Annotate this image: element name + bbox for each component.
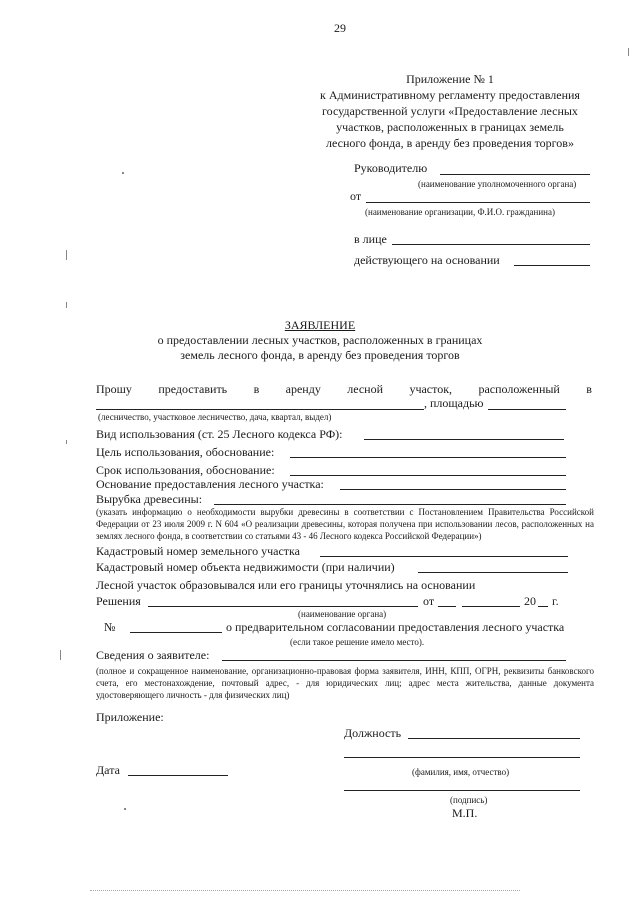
date-field-line[interactable] <box>128 775 228 776</box>
decision-field-line[interactable] <box>148 606 418 607</box>
applicant-label: Сведения о заявителе: <box>96 648 210 662</box>
appendix-line: лесного фонда, в аренду без проведения торгов» <box>326 136 574 150</box>
preliminary-number-label: № <box>104 620 116 634</box>
person-label: в лице <box>354 232 387 246</box>
request-word: предоставить <box>158 382 228 396</box>
statement-title: ЗАЯВЛЕНИЕ <box>284 318 356 332</box>
preliminary-caption: (если такое решение имело место). <box>290 637 425 647</box>
usage-purpose-label: Цель использования, обоснование: <box>96 445 275 459</box>
request-word: расположенный <box>478 382 560 396</box>
person-field-line[interactable] <box>392 244 590 245</box>
from-caption: (наименование организации, Ф.И.О. гражданина) <box>365 207 555 217</box>
request-line <box>96 382 592 397</box>
scan-speck <box>66 302 67 308</box>
request-word: участок, <box>409 382 453 396</box>
decision-from-label: от <box>423 594 435 608</box>
cadastral-estate-field-line[interactable] <box>418 572 568 573</box>
date-label: Дата <box>96 763 120 777</box>
timber-harvest-field-line[interactable] <box>214 504 566 505</box>
formation-text: Лесной участок образовывался или его границы уточнялись на основании <box>96 578 476 592</box>
preliminary-number-field-line[interactable] <box>130 632 222 633</box>
appendix-line: к Административному регламенту предоставления <box>320 88 580 102</box>
head-caption: (наименование уполномоченного органа) <box>418 179 577 189</box>
attachment-label: Приложение: <box>96 710 164 724</box>
basis-label: действующего на основании <box>354 253 500 267</box>
usage-term-field-line[interactable] <box>290 475 566 476</box>
from-field-line[interactable] <box>366 202 590 203</box>
location-field-line[interactable] <box>96 409 424 410</box>
provision-basis-field-line[interactable] <box>340 489 566 490</box>
position-field-line[interactable] <box>408 738 580 739</box>
decision-year-label: 20 <box>524 594 536 608</box>
decision-year-suffix: г. <box>552 594 559 608</box>
scan-speck <box>66 250 67 260</box>
appendix-line: государственной услуги «Предоставление лесных <box>322 104 578 118</box>
applicant-note: (полное и сокращенное наименование, организационно-правовая форма заявителя, ИНН, КПП, ОГРН, реквизиты банковского счета, его местонахождение, почтовый адрес, - для юридических лиц; адрес места жительства, данные документа удостоверяющего личность - для физических лиц) <box>96 666 594 700</box>
decision-month-field-line[interactable] <box>462 606 520 607</box>
from-label: от <box>350 189 362 203</box>
scan-bottom-edge <box>90 890 520 891</box>
timber-harvest-label: Вырубка древесины: <box>96 492 203 506</box>
cadastral-land-label: Кадастровый номер земельного участка <box>96 544 300 558</box>
request-word: аренду <box>285 382 321 396</box>
request-word: в <box>253 382 260 396</box>
request-word: лесной <box>347 382 384 396</box>
timber-note: (указать информацию о необходимости вырубки древесины в соответствии с Постановлением Правительства Российской Федерации от 23 июля 2009 г. N 604 «О реализации древесины, которая получена при использовании лесов, расположенных на землях лесного фонда, в соответствии со статьями 43 - 46 Лесного кодекса Российской Федерации») <box>96 507 594 541</box>
stamp-label: М.П. <box>452 806 478 820</box>
head-field-line[interactable] <box>440 174 590 175</box>
name-caption: (фамилия, имя, отчество) <box>412 767 510 777</box>
page-number: 29 <box>334 21 346 35</box>
name-field-line[interactable] <box>344 757 580 758</box>
statement-subtitle: о предоставлении лесных участков, расположенных в границах <box>157 333 483 347</box>
usage-type-field-line[interactable] <box>364 439 564 440</box>
appendix-line: участков, расположенных в границах земель <box>336 120 564 134</box>
statement-heading <box>140 318 500 363</box>
usage-type-label: Вид использования (ст. 25 Лесного кодекса РФ): <box>96 427 343 441</box>
head-label: Руководителю <box>354 161 428 175</box>
appendix-title: Приложение № 1 <box>406 72 494 86</box>
request-word: в <box>586 382 592 396</box>
cadastral-estate-label: Кадастровый номер объекта недвижимости (при наличии) <box>96 560 395 574</box>
decision-body-caption: (наименование органа) <box>298 609 387 619</box>
usage-term-label: Срок использования, обоснование: <box>96 463 275 477</box>
statement-subtitle: земель лесного фонда, в аренду без проведения торгов <box>180 348 460 362</box>
basis-field-line[interactable] <box>514 265 590 266</box>
scan-speck <box>122 172 124 174</box>
scan-speck <box>60 650 61 660</box>
location-caption: (лесничество, участковое лесничество, дача, квартал, выдел) <box>98 412 332 422</box>
sign-field-line[interactable] <box>344 790 580 791</box>
scan-speck <box>66 440 67 444</box>
area-label: , площадью <box>424 396 484 410</box>
appendix-header <box>300 71 600 151</box>
decision-label: Решения <box>96 594 141 608</box>
sign-caption: (подпись) <box>450 795 488 805</box>
usage-purpose-field-line[interactable] <box>290 457 566 458</box>
cadastral-land-field-line[interactable] <box>320 556 568 557</box>
preliminary-text: о предварительном согласовании предоставления лесного участка <box>226 620 565 634</box>
scan-speck <box>124 808 126 810</box>
provision-basis-label: Основание предоставления лесного участка: <box>96 477 324 491</box>
position-label: Должность <box>344 726 402 740</box>
decision-year-field-line[interactable] <box>538 606 548 607</box>
request-word: Прошу <box>96 382 132 396</box>
decision-day-field-line[interactable] <box>438 606 456 607</box>
scan-speck <box>628 48 629 56</box>
applicant-field-line[interactable] <box>222 660 566 661</box>
area-field-line[interactable] <box>488 409 566 410</box>
